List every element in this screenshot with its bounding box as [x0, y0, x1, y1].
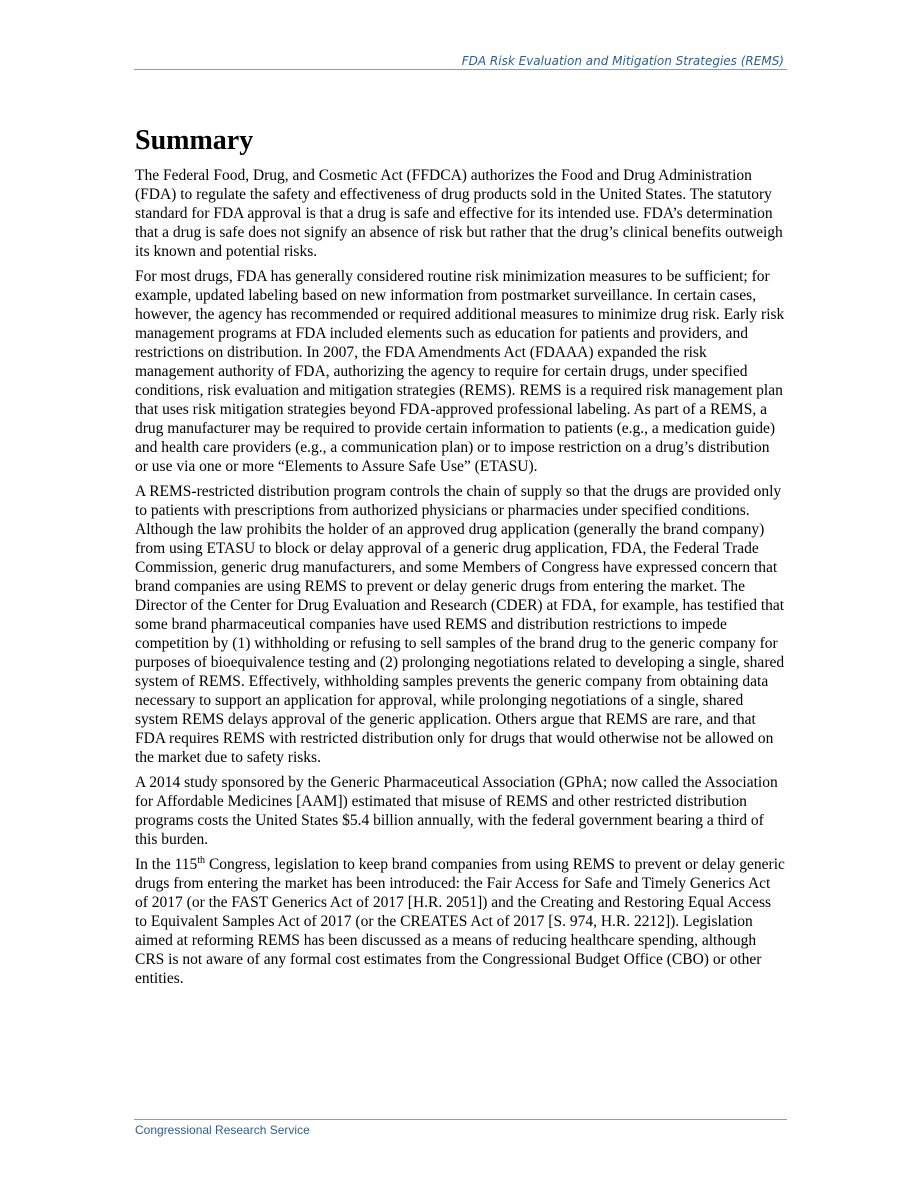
section-heading: Summary [135, 125, 254, 156]
paragraph-restricted-distribution: A REMS-restricted distribution program controls the chain of supply so that the drugs are provided only to patients with prescriptions from authorized physicians or pharmacies under specified conditions. Although the law prohibits the holder of an approved drug application (generally the brand company) from using ETASU to block or delay approval of a generic drug application, FDA, the Federal Trade Commission, generic drug manufacturers, and some Members of Congress have expressed concern that brand companies are using REMS to prevent or delay generic drugs from entering the market. The Director of the Center for Drug Evaluation and Research (CDER) at FDA, for example, has testified that some brand pharmaceutical companies have used REMS and distribution restrictions to impede competition by (1) withholding or refusing to sell samples of the brand drug to the generic company for purposes of bioequivalence testing and (2) prolonging negotiations related to developing a single, shared system of REMS. Effectively, withholding samples prevents the generic company from obtaining data necessary to support an application for approval, while prolonging negotiations of a single, shared system REMS delays approval of the generic application. Others argue that REMS are rare, and that FDA requires REMS with restricted distribution only for drugs that would otherwise not be allowed on the market due to safety risks. [135, 483, 785, 766]
paragraph-rest: Congress, legislation to keep brand companies from using REMS to prevent or delay generic drugs from entering the market has been introduced: the Fair Access for Safe and Timely Generics Act of 2017 (or the FAST Generics Act of 2017 [H.R. 2051]) and the Creating and Restoring Equal Access to Equivalent Samples Act of 2017 (or the CREATES Act of 2017 [S. 974, H.R. 2212]). Legislation aimed at reforming REMS has been discussed as a means of reducing healthcare spending, although CRS is not aware of any formal cost estimates from the Congressional Budget Office (CBO) or other entities. [135, 856, 785, 987]
paragraph-risk-minimization: For most drugs, FDA has generally considered routine risk minimization measures to be sufficient; for example, updated labeling based on new information from postmarket surveillance. In certain cases, however, the agency has recommended or required additional measures to minimize drug risk. Early risk management programs at FDA included elements such as education for patients and providers, and restrictions on distribution. In 2007, the FDA Amendments Act (FDAAA) expanded the risk management authority of FDA, authorizing the agency to require for certain drugs, under specified conditions, risk evaluation and mitigation strategies (REMS). REMS is a required risk management plan that uses risk mitigation strategies beyond FDA-approved professional labeling. As part of a REMS, a drug manufacturer may be required to provide certain information to patients (e.g., a medication guide) and health care providers (e.g., a communication plan) or to impose restriction on a drug’s distribution or use via one or more “Elements to Assure Safe Use” (ETASU). [135, 268, 785, 475]
footer-organization: Congressional Research Service [135, 1123, 310, 1137]
paragraph-lead: In the 115 [135, 856, 198, 873]
running-header-title: FDA Risk Evaluation and Mitigation Strategies (REMS) [461, 54, 784, 68]
footer-divider [134, 1119, 787, 1120]
paragraph-115th-congress [135, 855, 785, 988]
header-divider [134, 69, 787, 70]
paragraph-ffdca: The Federal Food, Drug, and Cosmetic Act (FFDCA) authorizes the Food and Drug Administration (FDA) to regulate the safety and effectiveness of drug products sold in the United States. The statutory standard for FDA approval is that a drug is safe and effective for its intended use. FDA’s determination that a drug is safe does not signify an absence of risk but rather that the drug’s clinical benefits outweigh its known and potential risks. [135, 167, 783, 260]
ordinal-superscript: th [197, 854, 206, 866]
summary-section [135, 124, 785, 994]
paragraph-gpha-study: A 2014 study sponsored by the Generic Pharmaceutical Association (GPhA; now called the Association for Affordable Medicines [AAM]) estimated that misuse of REMS and other restricted distribution programs costs the United States $5.4 billion annually, with the federal government bearing a third of this burden. [135, 774, 778, 848]
